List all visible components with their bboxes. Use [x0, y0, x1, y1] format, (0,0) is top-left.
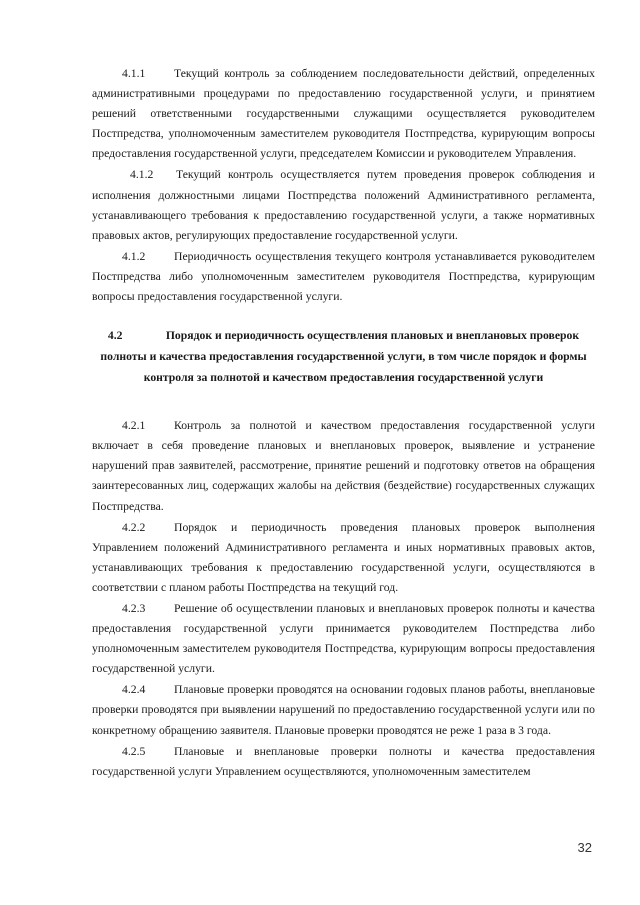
paragraph-4-2-3 — [92, 599, 595, 679]
paragraph-4-1-1 — [92, 64, 595, 164]
paragraph-4-2-5 — [92, 742, 595, 782]
paragraph-4-2-1 — [92, 416, 595, 516]
paragraph-4-1-2-b — [92, 247, 595, 307]
paragraph-text: Контроль за полнотой и качеством предоставления государственной услуги включает в себя проведение плановых и внеплановых проверок, выявление и устранение нарушений прав заявителей, рассмотрение, принятие решений и подготовку ответов на обращения заинтересованных лиц, содержащих жалобы на действия (бездействие) государственных служащих Постпредства. — [92, 419, 595, 513]
paragraph-4-2-4 — [92, 680, 595, 740]
section-heading-4-2 — [92, 325, 595, 388]
paragraph-4-2-2 — [92, 518, 595, 598]
heading-number: 4.2 — [107, 329, 123, 343]
paragraph-number: 4.2.1 — [122, 419, 146, 433]
paragraph-text: Порядок и периодичность проведения плановых проверок выполнения Управлением положений Административного регламента и иных нормативных правовых актов, устанавливающих требования к предоставлению государственной услуги, осуществляются в соответствии с планом работы Постпредства на текущий год. — [92, 520, 595, 594]
paragraph-number: 4.1.1 — [122, 67, 146, 80]
paragraph-number: 4.2.3 — [122, 601, 146, 615]
paragraph-number: 4.1.2 — [122, 249, 146, 263]
paragraph-number: 4.1.2 — [130, 168, 154, 182]
paragraph-text: Плановые проверки проводятся на основании годовых планов работы, внеплановые проверки проводятся при выявлении нарушений по предоставлению государственной услуги или по конкретному обращению заявителя. Плановые проверки проводятся не реже 1 раза в 3 года. — [92, 683, 595, 737]
paragraph-text: Текущий контроль за соблюдением последовательности действий, определенных административными процедурами по предоставлению государственной услуги, и принятием решений ответственными государственными служащими осуществляется руководителем Постпредства, уполномоченным заместителем руководителя Постпредства, курирующим вопросы предоставления государственной услуги, председателем Комиссии и руководителем Управления. — [92, 67, 595, 161]
page-content — [92, 64, 595, 783]
paragraph-text: Решение об осуществлении плановых и внеплановых проверок полноты и качества предоставления государственной услуги принимается руководителем Постпредства либо уполномоченным заместителем руководителя Постпредства, курирующим вопросы предоставления государственной услуги. — [92, 601, 595, 676]
heading-text: Порядок и периодичность осуществления плановых и внеплановых проверок полноты и качества предоставления государственной услуги, в том числе порядок и формы контроля за полнотой и качеством предоставления государственной услуги — [100, 329, 587, 385]
paragraph-text: Текущий контроль осуществляется путем проведения проверок соблюдения и исполнения должностными лицами Постпредства положений Административного регламента, устанавливающего требования к предоставлению государственной услуги, а также нормативных правовых актов, регулирующих предоставление государственной услуги. — [92, 168, 595, 242]
paragraph-text: Периодичность осуществления текущего контроля устанавливается руководителем Постпредства либо уполномоченным заместителем руководителя Постпредства, курирующим вопросы предоставления государственной услуги. — [92, 249, 595, 304]
paragraph-number: 4.2.5 — [122, 744, 146, 758]
paragraph-4-1-2-a — [92, 165, 595, 245]
paragraph-number: 4.2.4 — [122, 683, 146, 697]
paragraph-text: Плановые и внеплановые проверки полноты и качества предоставления государственной услуги Управлением осуществляются, уполномоченным заместителем — [92, 744, 595, 778]
paragraph-number: 4.2.2 — [122, 520, 146, 534]
page-number: 32 — [577, 840, 592, 855]
